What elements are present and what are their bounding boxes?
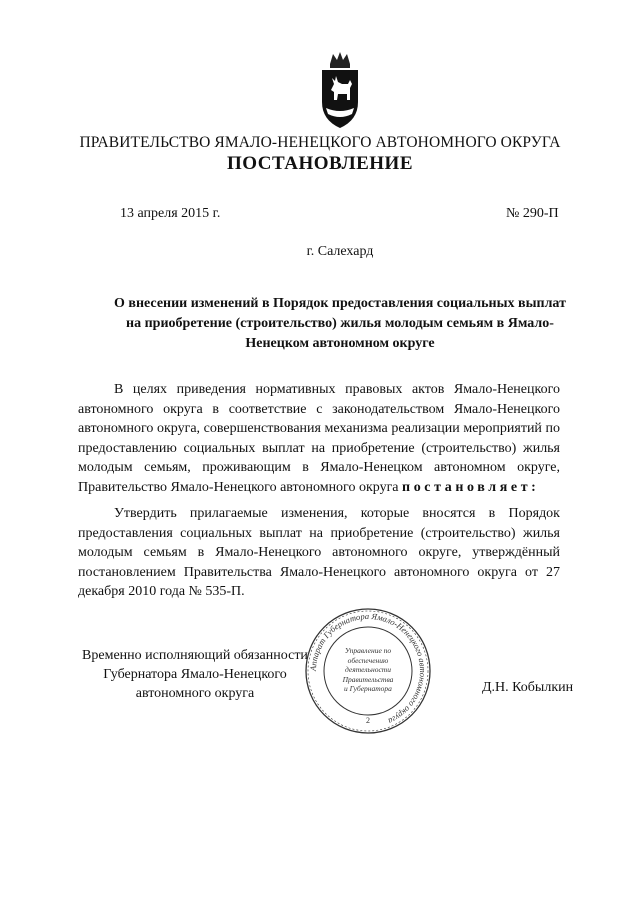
signatory-position — [70, 646, 320, 703]
resolves-keyword: постановляет: — [402, 479, 540, 495]
document-date: 13 апреля 2015 г. — [120, 206, 221, 221]
position-line-2: Губернатора Ямало-Ненецкого — [103, 667, 287, 682]
stamp-center-text — [322, 646, 414, 694]
stamp-line-4: Правительства — [342, 674, 394, 684]
coat-of-arms-icon — [316, 50, 364, 132]
position-line-1: Временно исполняющий обязанности — [82, 648, 308, 663]
preamble-text: В целях приведения нормативных правовых актов Ямало-Ненецкого автономного округа в соответствие с законодательством Ямало-Ненецкого автономного округа, совершенствования механизма реализации мероприятий по предоставлению социальных выплат на приобретение (строительство) жилья молодым семьям, проживающим в Ямало-Ненецком автономном округе, Правительство Ямало-Ненецкого автономного округа — [78, 382, 560, 495]
paragraph-resolution: Утвердить прилагаемые изменения, которые вносятся в Порядок предоставления социальных выплат на приобретение (строительство) жилья молодым семьям в Ямало-Ненецкого автономного округе, утверждённый постановлением Правительства Ямало-Ненецкого автономного округа от 27 декабря 2010 года № 535-П. — [78, 506, 560, 600]
position-line-3: автономного округа — [135, 686, 255, 701]
stamp-line-2: обеспечению — [347, 655, 389, 665]
stamp-line-1: Управление по — [344, 646, 392, 655]
stamp-line-3: деятельности — [345, 665, 391, 674]
stamp-ring-text: Аппарат Губернатора Ямало-Ненецкого автономного округа — [307, 610, 429, 727]
document-city: г. Салехард — [306, 244, 374, 259]
paragraph-preamble — [78, 380, 560, 498]
document-type: ПОСТАНОВЛЕНИЕ — [226, 153, 414, 174]
stamp-line-5: и Губернатора — [344, 684, 392, 693]
document-number: № 290-П — [506, 206, 559, 221]
document-subject: О внесении изменений в Порядок предоставления социальных выплат на приобретение (строительство) жилья молодым семьям в Ямало-Ненецком автономном округе — [114, 296, 566, 351]
signatory-name: Д.Н. Кобылкин — [482, 680, 574, 695]
government-name: ПРАВИТЕЛЬСТВО ЯМАЛО-НЕНЕЦКОГО АВТОНОМНОГО ОКРУГА — [79, 134, 561, 151]
stamp-number: 2 — [366, 716, 370, 725]
